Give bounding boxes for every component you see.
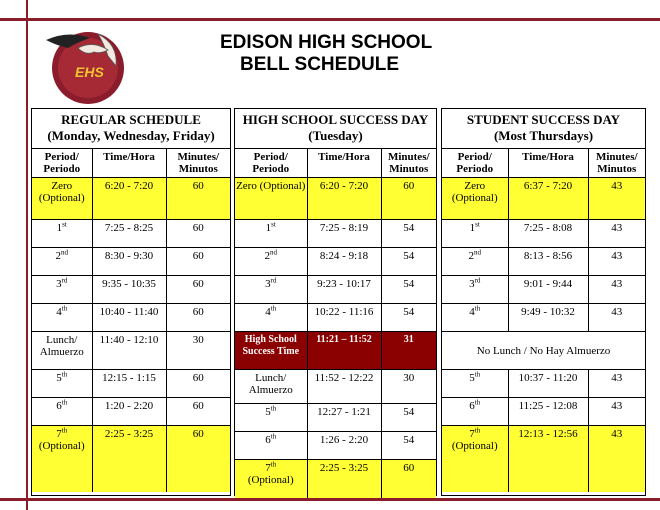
hs-success-day-header: [235, 109, 436, 149]
table-row: 2nd 8:13 - 8:56 43: [442, 248, 645, 276]
table-row: 4th 10:40 - 11:40 60: [32, 304, 230, 332]
table-row: 6th 1:26 - 2:20 54: [235, 432, 436, 460]
hsday-title: HIGH SCHOOL SUCCESS DAY: [242, 112, 429, 127]
page-title: [200, 32, 500, 76]
table-row: 1st 7:25 - 8:08 43: [442, 220, 645, 248]
student-success-day-panel: [441, 108, 646, 496]
col-time: Time/Hora: [92, 149, 166, 178]
col-period: Period/ Periodo: [235, 149, 307, 178]
table-row: 1st 7:25 - 8:25 60: [32, 220, 230, 248]
col-period: Period/ Periodo: [32, 149, 92, 178]
hs-success-time-row: High School Success Time 11:21 – 11:52 31: [235, 332, 436, 370]
title-line-2: BELL SCHEDULE: [240, 54, 400, 75]
col-minutes: Minutes/ Minutos: [166, 149, 230, 178]
table-row: 1st 7:25 - 8:19 54: [235, 220, 436, 248]
table-row: 4th 10:22 - 11:16 54: [235, 304, 436, 332]
table-row: 6th 11:25 - 12:08 43: [442, 398, 645, 426]
table-row: 2nd 8:24 - 9:18 54: [235, 248, 436, 276]
student-title: STUDENT SUCCESS DAY: [466, 112, 621, 127]
hs-success-day-panel: [234, 108, 437, 496]
hs-success-day-table: [235, 149, 436, 498]
table-row: 7th (Optional) 2:25 - 3:25 60: [32, 426, 230, 492]
table-row: 7th (Optional) 12:13 - 12:56 43: [442, 426, 645, 492]
table-row: 4th 9:49 - 10:32 43: [442, 304, 645, 332]
col-time: Time/Hora: [508, 149, 588, 178]
table-row: 5th 10:37 - 11:20 43: [442, 370, 645, 398]
left-rule: [26, 0, 28, 510]
col-time: Time/Hora: [307, 149, 381, 178]
svg-text:EHS: EHS: [75, 64, 104, 80]
col-minutes: Minutes/ Minutos: [588, 149, 645, 178]
table-row: 2nd 8:30 - 9:30 60: [32, 248, 230, 276]
table-row: 3rd 9:23 - 10:17 54: [235, 276, 436, 304]
ehs-logo: [38, 26, 126, 106]
no-lunch-row: No Lunch / No Hay Almuerzo: [442, 332, 645, 370]
table-row: 3rd 9:35 - 10:35 60: [32, 276, 230, 304]
regular-schedule-table: [32, 149, 230, 492]
regular-schedule-panel: [31, 108, 231, 496]
regular-title: REGULAR SCHEDULE: [61, 112, 201, 127]
table-row: 5th 12:15 - 1:15 60: [32, 370, 230, 398]
table-row: Lunch/ Almuerzo 11:52 - 12:22 30: [235, 370, 436, 404]
title-line-1: EDISON HIGH SCHOOL: [220, 32, 433, 53]
col-minutes: Minutes/ Minutos: [381, 149, 436, 178]
student-success-day-header: [442, 109, 645, 149]
table-row: 7th (Optional) 2:25 - 3:25 60: [235, 460, 436, 498]
table-row: Lunch/ Almuerzo 11:40 - 12:10 30: [32, 332, 230, 370]
table-row: 6th 1:20 - 2:20 60: [32, 398, 230, 426]
col-period: Period/ Periodo: [442, 149, 508, 178]
bottom-rule: [0, 498, 660, 501]
hsday-subtitle: (Tuesday): [308, 128, 363, 143]
student-subtitle: (Most Thursdays): [493, 128, 594, 143]
table-row: 5th 12:27 - 1:21 54: [235, 404, 436, 432]
table-row: Zero (Optional) 6:37 - 7:20 43: [442, 178, 645, 220]
top-rule: [0, 18, 660, 21]
student-success-day-table: [442, 149, 645, 492]
regular-subtitle: (Monday, Wednesday, Friday): [47, 128, 215, 143]
table-row: Zero (Optional) 6:20 - 7:20 60: [32, 178, 230, 220]
table-row: 3rd 9:01 - 9:44 43: [442, 276, 645, 304]
regular-schedule-header: [32, 109, 230, 149]
table-row: Zero (Optional) 6:20 - 7:20 60: [235, 178, 436, 220]
